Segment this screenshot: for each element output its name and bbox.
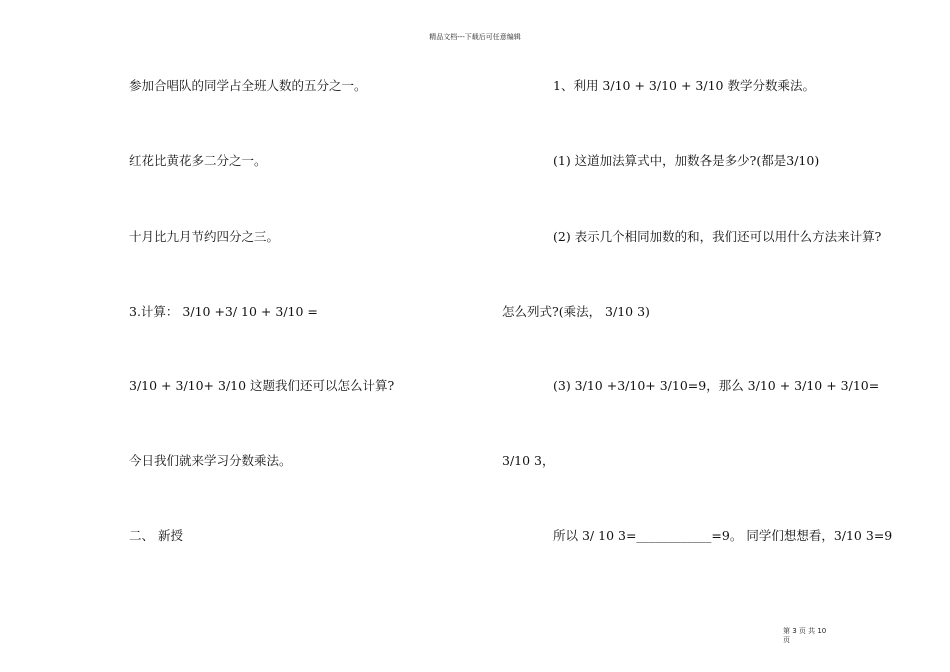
left-line-4: 3.计算： 3/10 +3/ 10 + 3/10 = [129, 304, 318, 319]
page-number-line-1: 第 3 页 共 10 [783, 627, 827, 635]
left-line-3: 十月比九月节约四分之三。 [129, 229, 280, 244]
right-line-3: (2) 表示几个相同加数的和，我们还可以用什么方法来计算? [553, 229, 882, 244]
right-line-6: 3/10 3， [502, 453, 555, 468]
left-line-7: 二、 新授 [129, 528, 183, 543]
page-header: 精品文档---下载后可任意编辑 [429, 33, 521, 41]
left-line-2: 红花比黄花多二分之一。 [129, 153, 267, 168]
right-line-1: 1、利用 3/10 + 3/10 + 3/10 教学分数乘法。 [553, 78, 815, 93]
left-line-5: 3/10 + 3/10+ 3/10 这题我们还可以怎么计算? [129, 378, 395, 393]
left-line-6: 今日我们就来学习分数乘法。 [129, 453, 292, 468]
page-footer [783, 627, 826, 645]
right-line-2: (1) 这道加法算式中，加数各是多少?(都是3/10) [553, 153, 820, 168]
right-line-4: 怎么列式?(乘法， 3/10 3) [502, 304, 650, 319]
right-line-5: (3) 3/10 +3/10+ 3/10=9，那么 3/10 + 3/10 + 3/10= [553, 378, 880, 393]
right-line-7: 所以 3/ 10 3=____________=9。 同学们想想看，3/10 3=9 [553, 528, 893, 543]
left-line-1: 参加合唱队的同学占全班人数的五分之一。 [129, 78, 367, 93]
page-number-line-2: 页 [783, 636, 790, 644]
